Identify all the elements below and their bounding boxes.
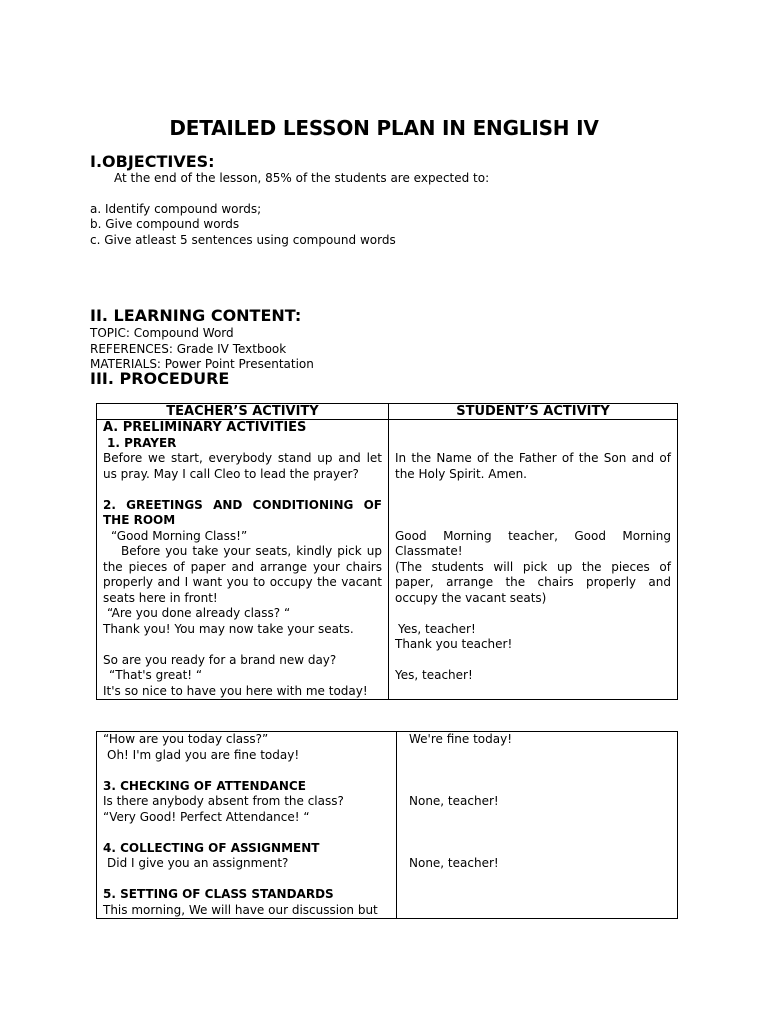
table-row [97, 732, 678, 919]
objective-item-a: a. Identify compound words; [90, 202, 262, 216]
glad-line: Oh! I'm glad you are fine today! [107, 747, 300, 762]
yes-response-1: Yes, teacher! [398, 621, 476, 636]
great-line: “That's great! “ [109, 668, 203, 682]
objective-item-b: b. Give compound words [90, 217, 240, 231]
prayer-heading: 1. PRAYER [107, 435, 177, 450]
prayer-text: Before we start, everybody stand up and let us pray. May I call Cleo to lead the prayer? [103, 451, 382, 481]
objectives-heading: I.OBJECTIVES: [90, 152, 215, 171]
ready-question: So are you ready for a brand new day? [103, 652, 337, 667]
student-activity-cell [397, 732, 678, 919]
conditioning-instructions: Before you take your seats, kindly pick up the pieces of paper and arrange your chairs properly and I want you to occupy the vacant seats here in front! [103, 544, 382, 605]
procedure-table-2 [96, 731, 678, 919]
how-question: “How are you today class?” [103, 732, 269, 746]
thank-response: Thank you teacher! [395, 637, 513, 651]
teacher-activity-header: TEACHER’S ACTIVITY [97, 404, 389, 420]
class-standards-text: This morning, We will have our discussion but [103, 902, 378, 917]
none-response-1: None, teacher! [409, 794, 499, 808]
procedure-heading: III. PROCEDURE [90, 369, 230, 388]
thanks-line: Thank you! You may now take your seats. [103, 621, 354, 636]
prayer-response: In the Name of the Father of the Son and of the Holy Spirit. Amen. [395, 451, 671, 481]
greeting-response: Good Morning teacher, Good Morning Classmate! [395, 528, 671, 558]
action-response: (The students will pick up the pieces of paper, arrange the chairs properly and occupy the vacant seats) [395, 559, 671, 605]
preliminary-activities-heading: A. PRELIMINARY ACTIVITIES [103, 420, 307, 435]
teacher-activity-cell [97, 420, 389, 700]
perfect-attendance-line: “Very Good! Perfect Attendance! “ [103, 809, 310, 824]
table-row [97, 420, 678, 700]
attendance-heading: 3. CHECKING OF ATTENDANCE [103, 778, 306, 793]
topic-line: TOPIC: Compound Word [90, 326, 234, 340]
learning-content-heading: II. LEARNING CONTENT: [90, 306, 302, 325]
procedure-table-1 [96, 403, 678, 700]
objectives-intro: At the end of the lesson, 85% of the students are expected to: [114, 171, 490, 185]
objective-item-c: c. Give atleast 5 sentences using compound words [90, 233, 396, 247]
materials-line: MATERIALS: Power Point Presentation [90, 357, 314, 371]
class-standards-heading: 5. SETTING OF CLASS STANDARDS [103, 887, 334, 901]
teacher-activity-cell [97, 732, 397, 919]
nice-line: It's so nice to have you here with me today! [103, 683, 368, 698]
absent-question: Is there anybody absent from the class? [103, 794, 344, 808]
greetings-heading: 2. GREETINGS AND CONDITIONING OF THE ROOM [103, 497, 382, 527]
assignment-heading: 4. COLLECTING OF ASSIGNMENT [103, 840, 320, 855]
none-response-2: None, teacher! [409, 856, 499, 870]
yes-response-2: Yes, teacher! [395, 668, 473, 682]
student-activity-cell [389, 420, 678, 700]
done-question: “Are you done already class? “ [107, 606, 291, 620]
references-line: REFERENCES: Grade IV Textbook [90, 342, 287, 356]
assignment-question: Did I give you an assignment? [107, 856, 289, 870]
greeting-line: “Good Morning Class!” [111, 528, 248, 543]
student-activity-header: STUDENT’S ACTIVITY [389, 404, 678, 420]
fine-response: We're fine today! [409, 732, 513, 746]
document-title: DETAILED LESSON PLAN IN ENGLISH IV [169, 116, 599, 140]
table-header-row [97, 404, 678, 420]
